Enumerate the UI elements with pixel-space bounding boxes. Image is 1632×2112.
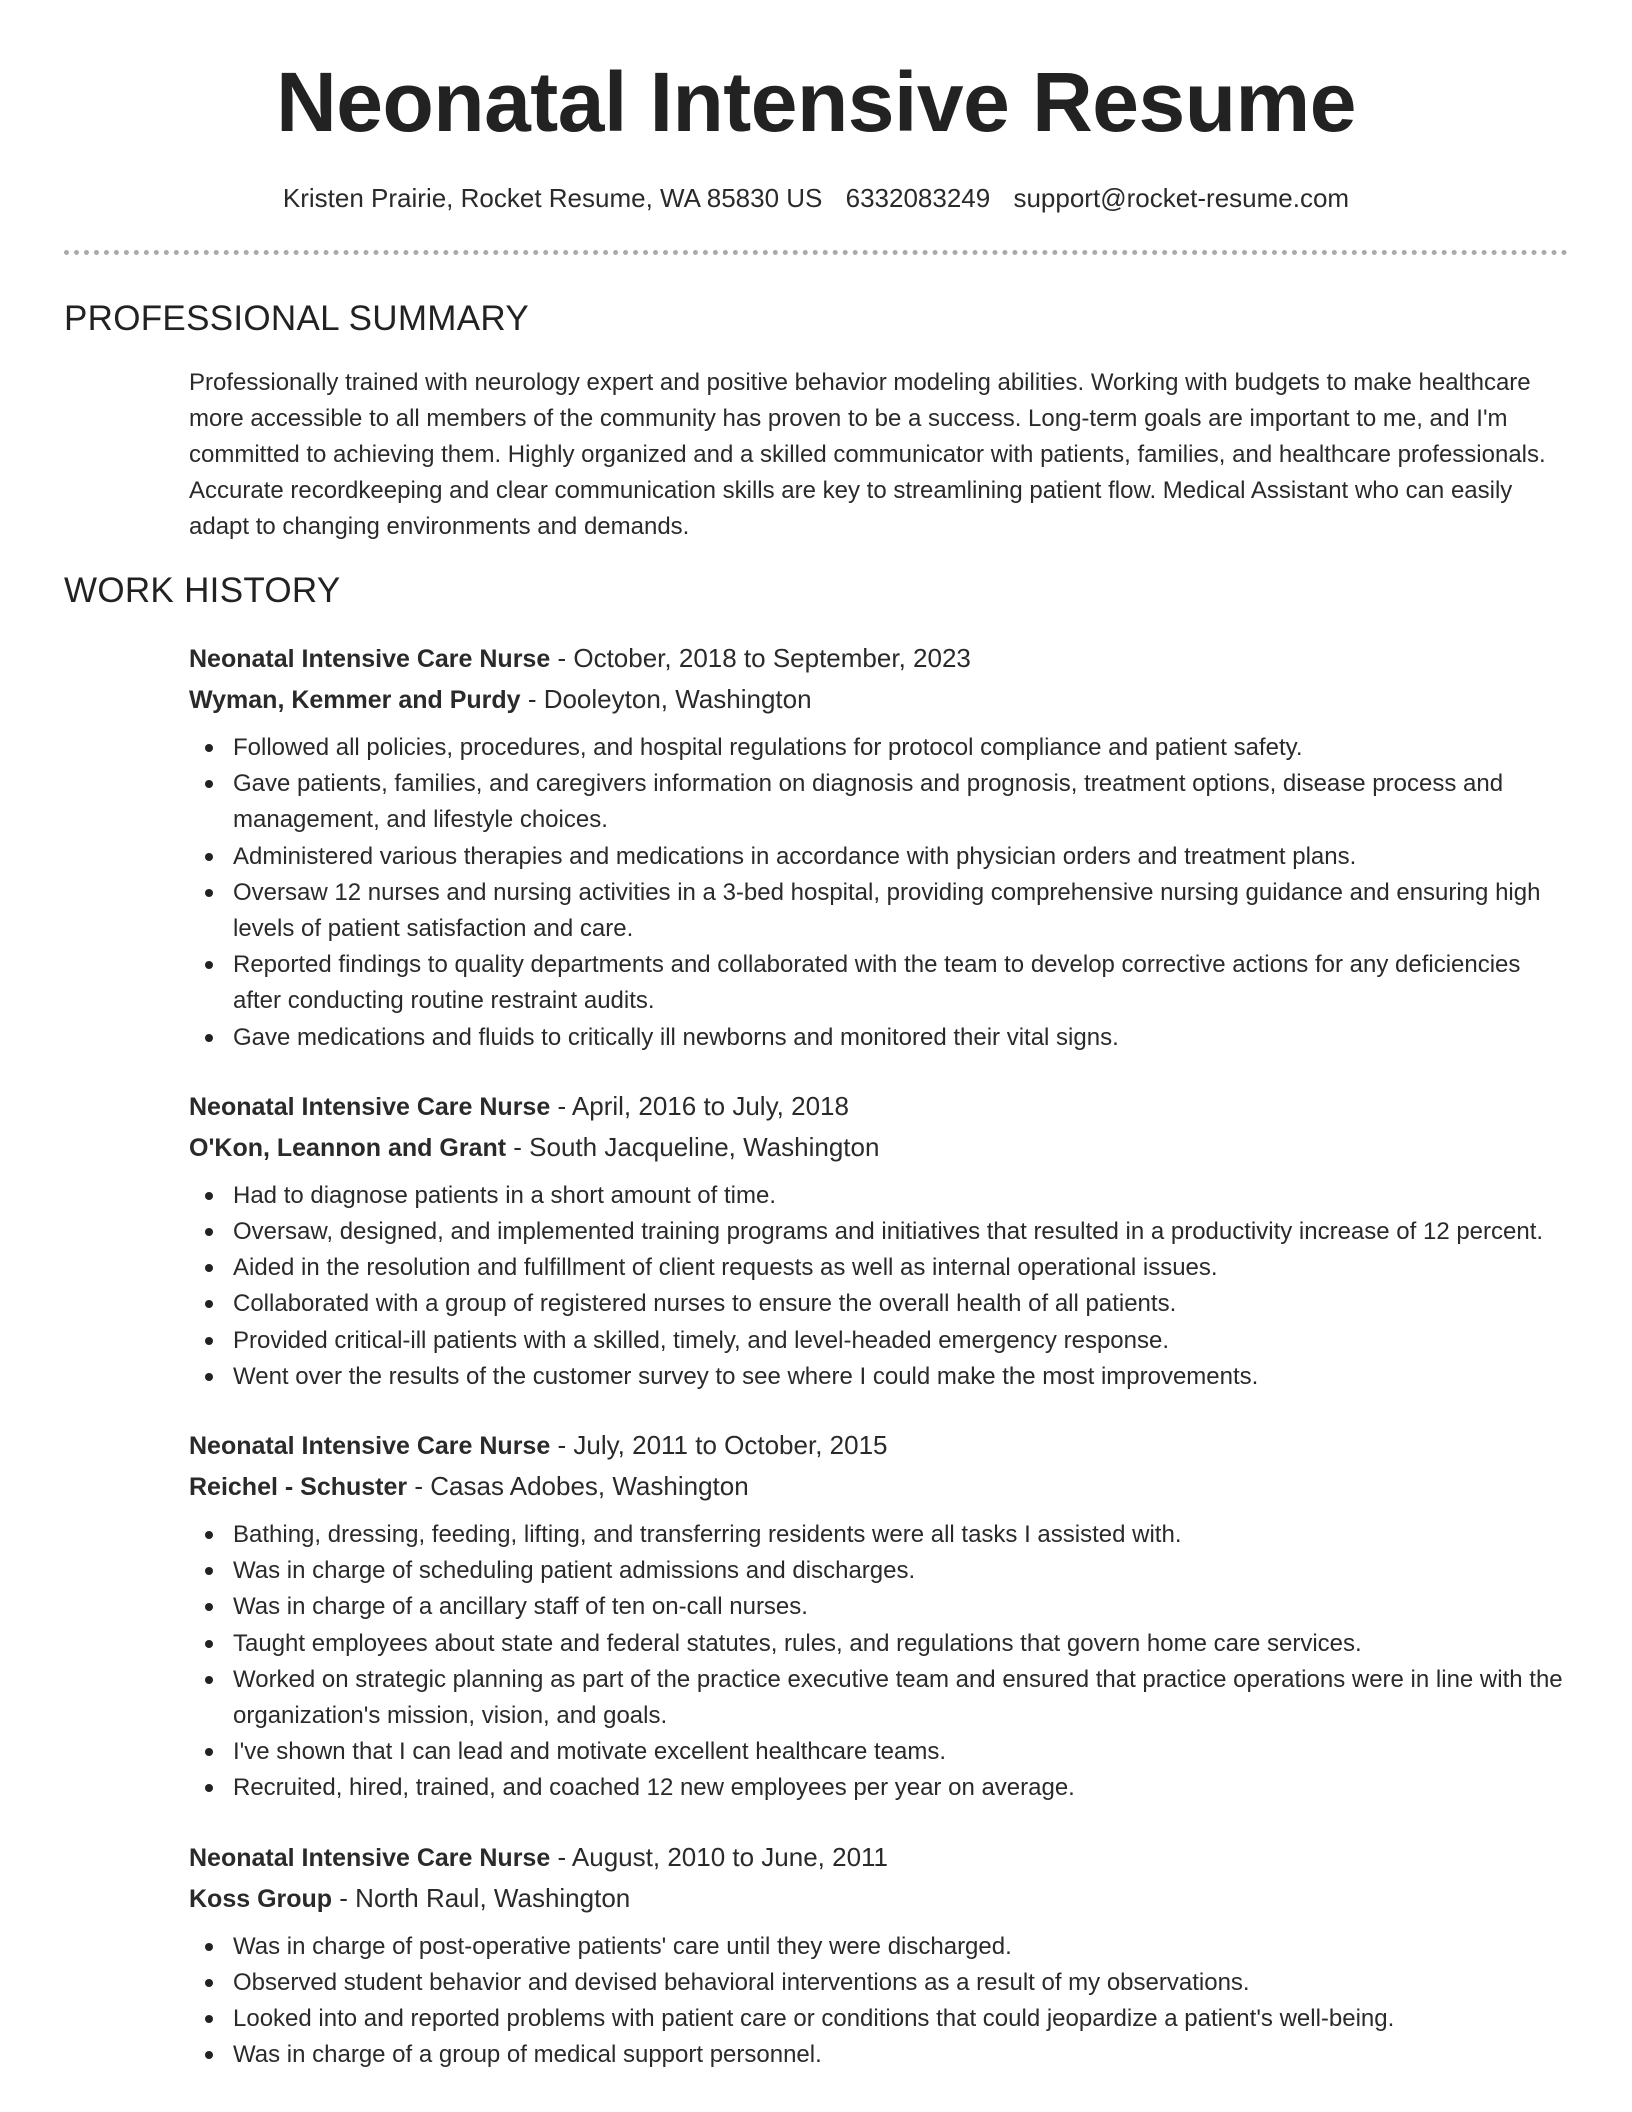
job-bullet: Oversaw, designed, and implemented training programs and initiatives that resulted in a productivity increase of 12 percent. (233, 1214, 1569, 1250)
job-bullet: Oversaw 12 nurses and nursing activities in a 3-bed hospital, providing comprehensive nursing guidance and ensuring high levels of patient satisfaction and care. (233, 875, 1569, 947)
job-bullet: Followed all policies, procedures, and hospital regulations for protocol compliance and patient safety. (233, 730, 1569, 766)
summary-text: Professionally trained with neurology expert and positive behavior modeling abilities. Working with budgets to make healthcare more accessible to all members of the community has proven to be a success. Long-term goals are important to me, and I'm committed to achieving them. Highly organized and a skilled communicator with patients, families, and healthcare professionals. Accurate recordkeeping and clear communication skills are key to streamlining patient flow. Medical Assistant who can easily adapt to changing environments and demands. (189, 369, 1546, 540)
job-dates: - April, 2016 to July, 2018 (550, 1090, 849, 1121)
contact-line (0, 182, 1632, 216)
job-bullet: Recruited, hired, trained, and coached 12 new employees per year on average. (233, 1770, 1569, 1806)
job-bullet: Worked on strategic planning as part of the practice executive team and ensured that practice operations were in line with the organization's mission, vision, and goals. (233, 1662, 1569, 1734)
job-title-line (189, 638, 1569, 679)
job-bullet-list (189, 1517, 1569, 1807)
job-company: O'Kon, Leannon and Grant (189, 1133, 507, 1162)
job-title-line (189, 1086, 1569, 1127)
job-position: Neonatal Intensive Care Nurse (189, 645, 551, 673)
job-bullet: Gave patients, families, and caregivers information on diagnosis and prognosis, treatment options, disease process and management, and lifestyle choices. (233, 766, 1569, 838)
section-title-work-history: WORK HISTORY (64, 571, 341, 610)
job-bullet: Taught employees about state and federal statutes, rules, and regulations that govern home care services. (233, 1626, 1569, 1662)
job-company-line (189, 1127, 1569, 1168)
job-entry (189, 1086, 1569, 1395)
header-divider (64, 250, 1568, 255)
job-bullet: Was in charge of post-operative patients' care until they were discharged. (233, 1929, 1569, 1965)
job-bullet: Was in charge of a ancillary staff of ten on-call nurses. (233, 1589, 1569, 1625)
job-bullet-list (189, 1929, 1569, 2074)
job-bullet-list (189, 1178, 1569, 1395)
job-bullet: Reported findings to quality departments and collaborated with the team to develop corrective actions for any deficiencies after conducting routine restraint audits. (233, 947, 1569, 1019)
job-entry (189, 1837, 1569, 2074)
job-position: Neonatal Intensive Care Nurse (189, 1092, 551, 1121)
section-title-summary: PROFESSIONAL SUMMARY (64, 299, 529, 338)
job-company: Koss Group (189, 1884, 333, 1913)
job-title-line (189, 1837, 1569, 1878)
job-bullet: Was in charge of scheduling patient admissions and discharges. (233, 1553, 1569, 1589)
job-dates: - July, 2011 to October, 2015 (550, 1430, 888, 1461)
job-company: Wyman, Kemmer and Purdy (189, 686, 521, 714)
job-position: Neonatal Intensive Care Nurse (189, 1432, 551, 1461)
job-company-line (189, 679, 1569, 720)
job-company-line (189, 1466, 1569, 1507)
contact-address: Kristen Prairie, Rocket Resume, WA 85830 US (282, 183, 823, 213)
job-company-line (189, 1878, 1569, 1919)
job-bullet: Looked into and reported problems with patient care or conditions that could jeopardize a patient's well-being. (233, 2001, 1569, 2037)
job-location: - South Jacqueline, Washington (506, 1131, 880, 1162)
job-bullet: Observed student behavior and devised behavioral interventions as a result of my observations. (233, 1965, 1569, 2001)
job-bullet: Was in charge of a group of medical support personnel. (233, 2037, 1569, 2073)
job-bullet: Went over the results of the customer survey to see where I could make the most improvements. (233, 1359, 1569, 1395)
job-location: - Dooleyton, Washington (520, 684, 812, 714)
job-position: Neonatal Intensive Care Nurse (189, 1843, 551, 1872)
job-company: Reichel - Schuster (189, 1473, 408, 1502)
job-bullet: Administered various therapies and medications in accordance with physician orders and treatment plans. (233, 839, 1569, 875)
job-bullet: Collaborated with a group of registered nurses to ensure the overall health of all patients. (233, 1286, 1569, 1322)
job-bullet: Had to diagnose patients in a short amount of time. (233, 1178, 1569, 1214)
contact-phone: 6332083249 (845, 183, 991, 213)
job-dates: - August, 2010 to June, 2011 (550, 1841, 889, 1872)
job-bullet: Gave medications and fluids to critically ill newborns and monitored their vital signs. (233, 1020, 1569, 1056)
work-history-list (189, 638, 1569, 2103)
job-bullet: Bathing, dressing, feeding, lifting, and transferring residents were all tasks I assisted with. (233, 1517, 1569, 1553)
job-bullet: I've shown that I can lead and motivate excellent healthcare teams. (233, 1734, 1569, 1770)
job-location: - North Raul, Washington (332, 1882, 631, 1913)
job-bullet: Provided critical-ill patients with a skilled, timely, and level-headed emergency response. (233, 1323, 1569, 1359)
job-title-line (189, 1425, 1569, 1466)
job-entry (189, 1425, 1569, 1807)
job-bullet: Aided in the resolution and fulfillment of client requests as well as internal operational issues. (233, 1250, 1569, 1286)
job-dates: - October, 2018 to September, 2023 (550, 643, 971, 673)
job-bullet-list (189, 730, 1569, 1056)
job-entry (189, 638, 1569, 1056)
contact-email[interactable]: support@rocket-resume.com (1013, 183, 1350, 213)
resume-title: Neonatal Intensive Resume (276, 55, 1356, 149)
job-location: - Casas Adobes, Washington (407, 1471, 749, 1502)
